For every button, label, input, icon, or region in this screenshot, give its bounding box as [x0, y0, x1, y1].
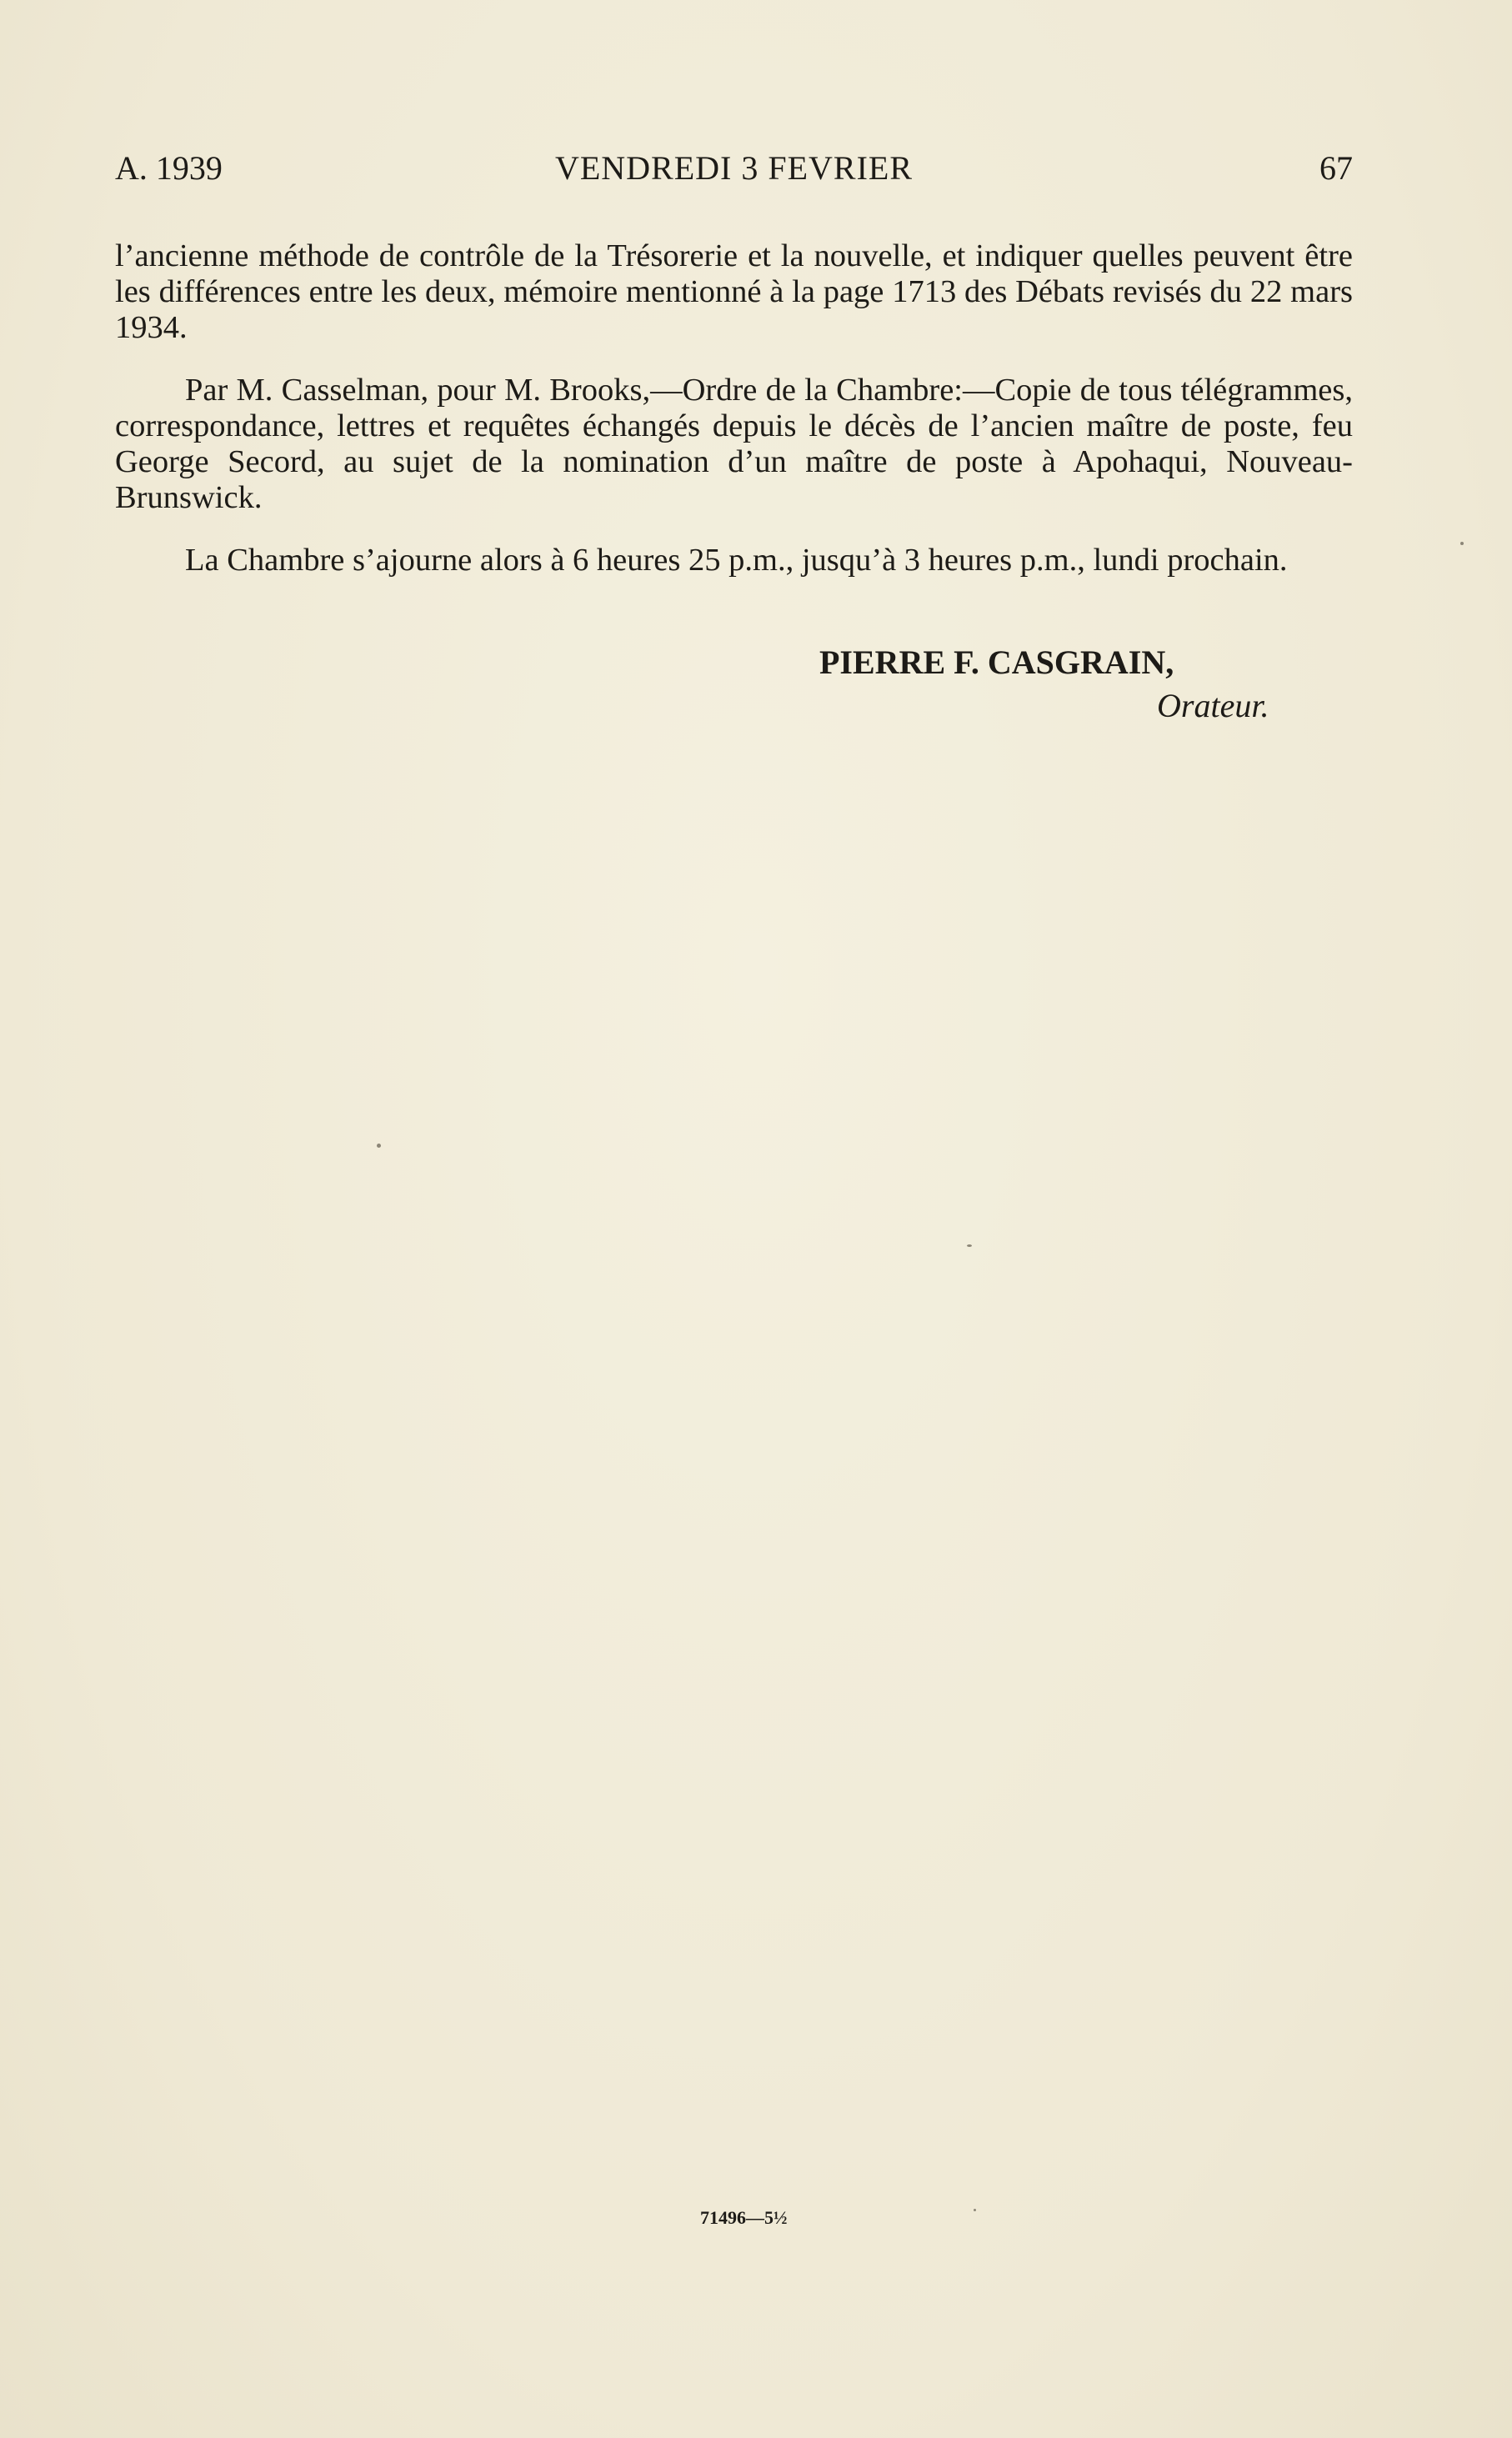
paragraph-adjournment: La Chambre s’ajourne alors à 6 heures 25 p.m., jusqu’à 3 heures p.m., lundi prochain.: [185, 543, 1288, 578]
body-text: [115, 238, 1353, 605]
printer-code: 71496—5½: [700, 2207, 788, 2228]
header-year: A. 1939: [115, 149, 223, 187]
paragraph-order: Par M. Casselman, pour M. Brooks,—Ordre de la Chambre:—Copie de tous télégrammes, correspondance, lettres et requêtes échangés depuis le décès de l’ancien maître de poste, feu George Secord, au sujet de la nomination d’un maître de poste à Apohaqui, Nouveau-Brunswick.: [115, 373, 1353, 515]
paper-speck: [967, 1244, 972, 1247]
paper-speck: [377, 1144, 381, 1148]
paragraph-continuation: l’ancienne méthode de contrôle de la Trésorerie et la nouvelle, et indiquer quelles peuvent être les différences entre les deux, mémoire mentionné à la page 1713 des Débats revisés du 22 mars 1934.: [115, 238, 1353, 345]
paper-speck: [974, 2209, 976, 2211]
paper-speck: [1460, 542, 1464, 545]
header-date: VENDREDI 3 FEVRIER: [554, 149, 914, 187]
signatory-name: PIERRE F. CASGRAIN,: [819, 643, 1174, 681]
page-number: 67: [1319, 149, 1353, 187]
running-header: [115, 143, 1353, 193]
signatory-title: Orateur.: [1157, 687, 1269, 724]
